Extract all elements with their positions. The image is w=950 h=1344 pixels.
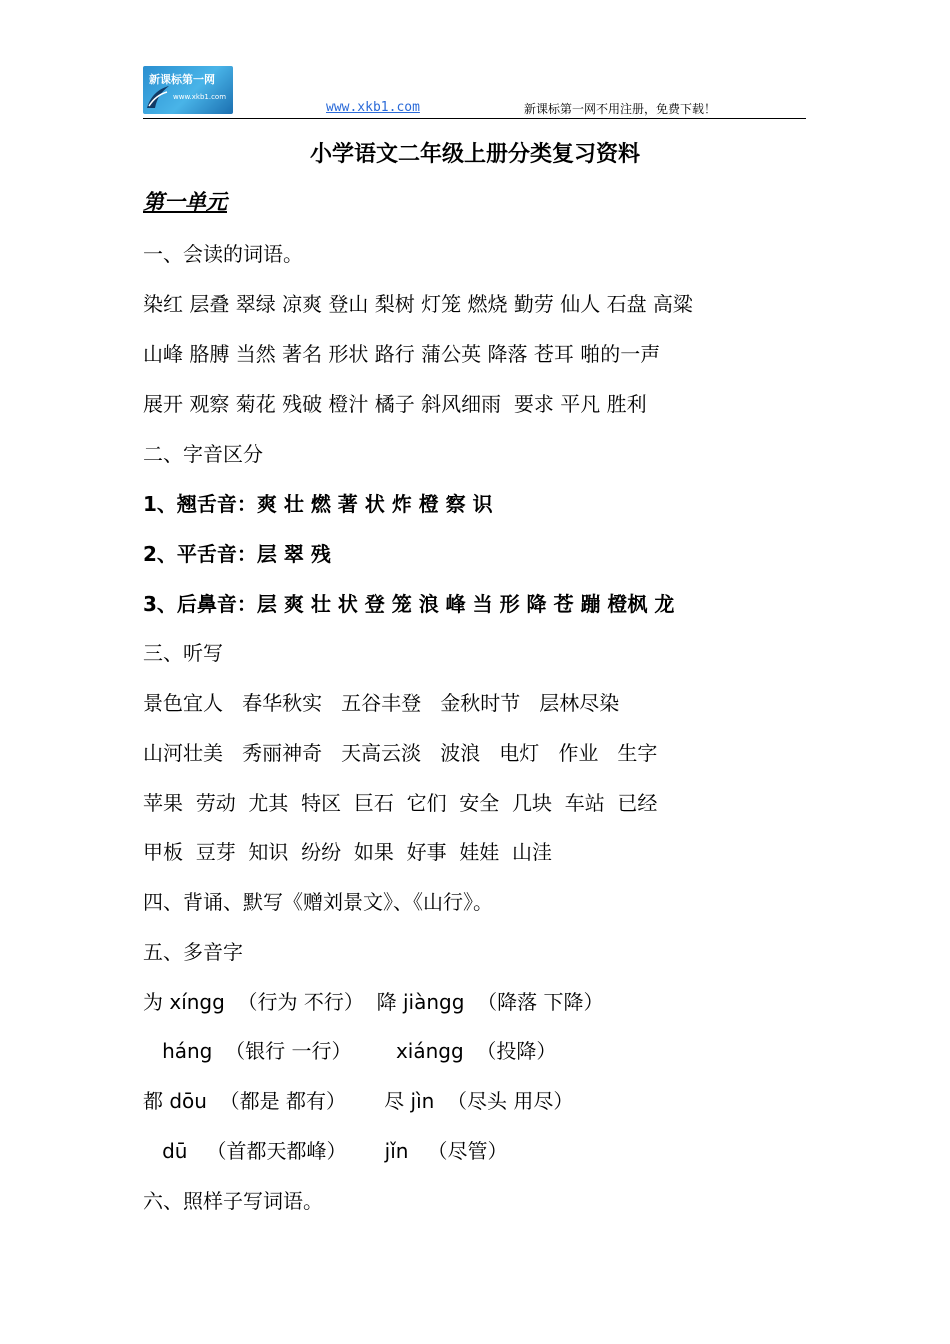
pronunciation-row: 2、平舌音：层 翠 残 (143, 542, 331, 566)
section-heading: 二、字音区分 (143, 442, 263, 466)
site-logo (143, 66, 233, 114)
polyphone-row: 都 dōu （都是 都有） 尽 jìn （尽头 用尽） (143, 1089, 574, 1113)
word-row: 染红 层叠 翠绿 凉爽 登山 梨树 灯笼 燃烧 勤劳 仙人 石盘 高粱 (143, 292, 693, 316)
word-row: 山峰 胳膊 当然 著名 形状 路行 蒲公英 降落 苍耳 啪的一声 (143, 342, 661, 366)
word-row: 展开 观察 菊花 残破 橙汁 橘子 斜风细雨 要求 平凡 胜利 (143, 392, 647, 416)
section-heading: 三、听写 (143, 641, 223, 665)
polyphone-row: háng （银行 一行） xiángg （投降） (143, 1039, 557, 1063)
header-divider (143, 118, 806, 119)
page-header (143, 66, 806, 120)
unit-heading: 第一单元 (143, 190, 227, 214)
dictation-row: 苹果 劳动 尤其 特区 巨石 它们 安全 几块 车站 已经 (143, 791, 658, 815)
pronunciation-row: 1、翘舌音：爽 壮 燃 著 状 炸 橙 察 识 (143, 492, 493, 516)
section-heading: 一、会读的词语。 (143, 242, 303, 266)
dictation-row: 山河壮美 秀丽神奇 天高云淡 波浪 电灯 作业 生字 (143, 741, 658, 765)
polyphone-row: 为 xíngg （行为 不行） 降 jiàngg （降落 下降） (143, 990, 604, 1014)
section-heading: 四、背诵、默写《赠刘景文》、《山行》。 (143, 890, 493, 914)
dictation-row: 甲板 豆芽 知识 纷纷 如果 好事 娃娃 山洼 (143, 840, 553, 864)
section-heading: 六、照样子写词语。 (143, 1189, 323, 1213)
header-note: 新课标第一网不用注册，免费下载！ (524, 102, 717, 116)
section-heading: 五、多音字 (143, 940, 243, 964)
document-title: 小学语文二年级上册分类复习资料 (309, 142, 640, 167)
logo-text: 新课标第一网 (149, 73, 215, 86)
swoosh-icon (145, 84, 171, 110)
polyphone-row: dū （首都天都峰） jǐn （尽管） (143, 1139, 508, 1163)
site-link[interactable]: www.xkb1.com (326, 100, 420, 115)
pronunciation-row: 3、后鼻音：层 爽 壮 状 登 笼 浪 峰 当 形 降 苍 蹦 橙枫 龙 (143, 592, 675, 616)
logo-url: www.xkb1.com (173, 93, 227, 101)
dictation-row: 景色宜人 春华秋实 五谷丰登 金秋时节 层林尽染 (143, 691, 620, 715)
